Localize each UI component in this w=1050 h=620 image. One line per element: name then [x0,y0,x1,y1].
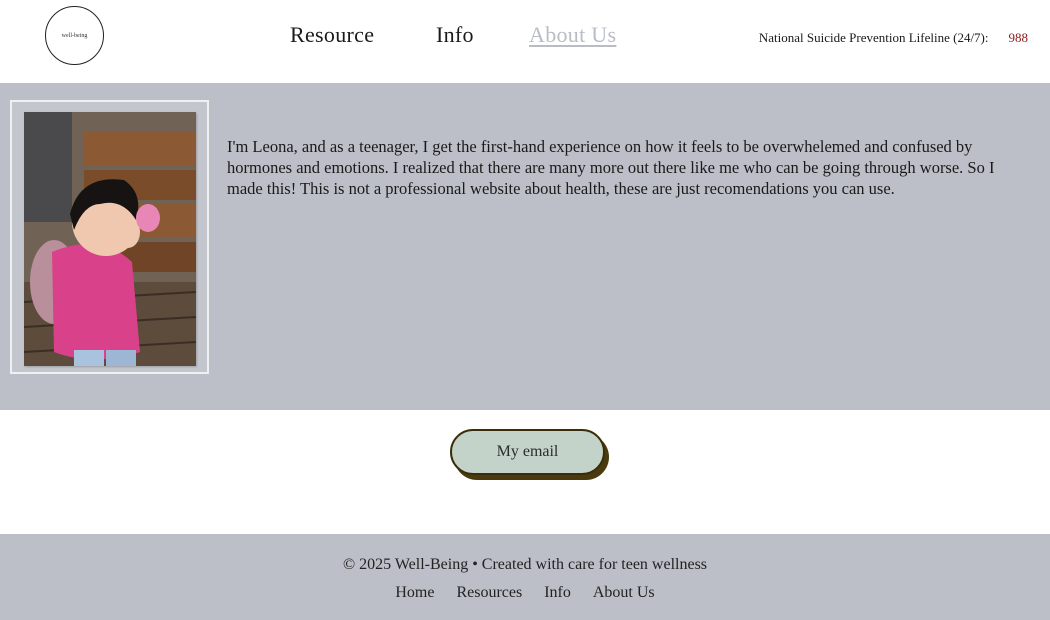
email-button-wrap [450,429,605,475]
photo-frame [10,100,209,374]
bio-text: I'm Leona, and as a teenager, I get the first-hand experience on how it feels to be overwhelemed and confused by hormones and emotions. I realized that there are many more out there like me who can be going through worse. So I made this! This is not a professional website about health, these are just recomendations you can use. [227,136,995,198]
hotline [759,30,1028,46]
nav-about-us[interactable]: About Us [529,22,617,47]
about-section [0,83,1050,410]
hotline-label: National Suicide Prevention Lifeline (24/7): [758,30,989,45]
email-button[interactable]: My email [450,429,605,475]
site-footer [0,534,1050,620]
profile-photo [24,112,196,366]
footer-nav [0,584,1050,602]
logo[interactable]: well-being [45,6,104,65]
footer-link-home[interactable]: Home [395,584,435,601]
nav-resource[interactable]: Resource [290,22,375,47]
copyright: © 2025 Well-Being • Created with care for teen wellness [342,556,708,573]
footer-link-info[interactable]: Info [544,584,571,601]
footer-link-about-us[interactable]: About Us [592,584,655,601]
hotline-number[interactable]: 988 [1008,30,1028,45]
nav-info[interactable]: Info [436,22,474,47]
site-header [0,0,1050,82]
child-photo-illustration [24,112,196,366]
footer-link-resources[interactable]: Resources [456,584,523,601]
